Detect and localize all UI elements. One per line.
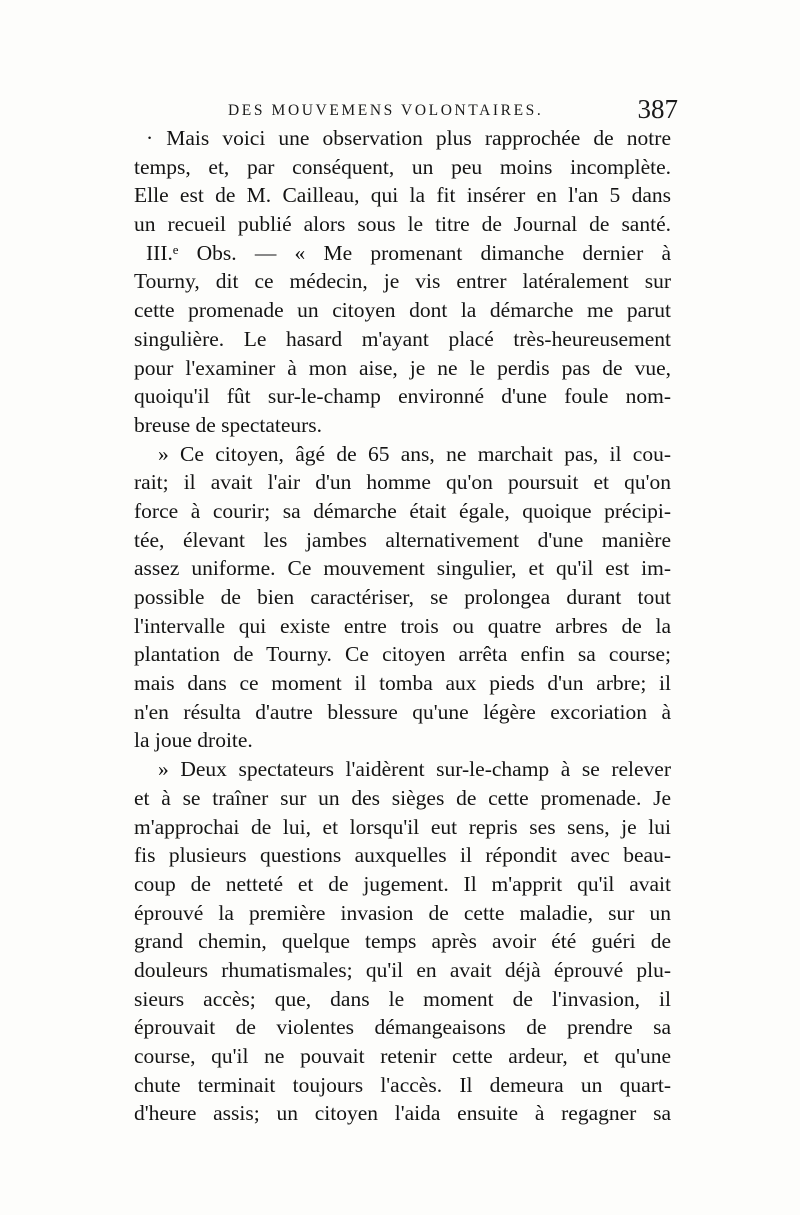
text-line: un recueil publié alors sous le titre de Journal de santé. (134, 212, 671, 237)
body-text (134, 124, 671, 1128)
text-line: d'heure assis; un citoyen l'aida ensuite à regagner sa (134, 1101, 671, 1126)
text-line: éprouvait de violentes démangeaisons de prendre sa (134, 1015, 671, 1040)
text-line: fis plusieurs questions auxquelles il répondit avec beau- (134, 843, 671, 868)
text-line: tée, élevant les jambes alternativement d'une manière (134, 527, 671, 552)
text-line: » Ce citoyen, âgé de 65 ans, ne marchait pas, il cou- (158, 441, 671, 466)
text-line: grand chemin, quelque temps après avoir été guéri de (134, 929, 671, 954)
running-title: DES MOUVEMENS VOLONTAIRES. (228, 102, 544, 119)
text-line: rait; il avait l'air d'un homme qu'on poursuit et qu'on (134, 470, 671, 495)
text-line: pour l'examiner à mon aise, je ne le perdis pas de vue, (134, 355, 671, 380)
text-line: » Deux spectateurs l'aidèrent sur-le-champ à se relever (158, 757, 671, 782)
text-line: quoiqu'il fût sur-le-champ environné d'une foule nom- (134, 384, 671, 409)
text-line: force à courir; sa démarche était égale, quoique précipi- (134, 498, 671, 523)
text-line: l'intervalle qui existe entre trois ou quatre arbres de la (134, 613, 671, 638)
page-number: 387 (637, 94, 678, 124)
text-line: éprouvé la première invasion de cette maladie, sur un (134, 900, 671, 925)
text-line: singulière. Le hasard m'ayant placé très-heureusement (134, 326, 671, 351)
text-line: n'en résulta d'autre blessure qu'une légère excoriation à (134, 699, 671, 724)
text-line: mais dans ce moment il tomba aux pieds d'un arbre; il (134, 671, 671, 696)
text-line: · Mais voici une observation plus rapprochée de notre (146, 126, 671, 150)
text-line: Tourny, dit ce médecin, je vis entrer latéralement sur (134, 269, 671, 294)
text-line: Elle est de M. Cailleau, qui la fit insérer en l'an 5 dans (134, 183, 671, 208)
text-line: cette promenade un citoyen dont la démarche me parut (134, 298, 671, 323)
text-line: breuse de spectateurs. (134, 412, 323, 437)
text-line: course, qu'il ne pouvait retenir cette ardeur, et qu'une (134, 1044, 671, 1068)
text-line: plantation de Tourny. Ce citoyen arrêta enfin sa course; (134, 642, 671, 667)
text-line: temps, et, par conséquent, un peu moins incomplète. (134, 154, 671, 179)
text-line: chute terminait toujours l'accès. Il demeura un quart- (134, 1072, 671, 1097)
text-line: sieurs accès; que, dans le moment de l'invasion, il (134, 986, 671, 1011)
text-line: et à se traîner sur un des sièges de cette promenade. Je (134, 785, 671, 810)
text-line: assez uniforme. Ce mouvement singulier, et qu'il est im- (134, 556, 671, 581)
text-line: coup de netteté et de jugement. Il m'apprit qu'il avait (134, 871, 671, 896)
text-line: possible de bien caractériser, se prolongea durant tout (134, 585, 671, 609)
text-line: la joue droite. (134, 728, 253, 753)
text-line: douleurs rhumatismales; qu'il en avait déjà éprouvé plu- (134, 957, 671, 982)
text-line: III.ᵉ Obs. — « Me promenant dimanche dernier à (146, 240, 671, 265)
text-line: m'approchai de lui, et lorsqu'il eut repris ses sens, je lui (134, 814, 671, 839)
